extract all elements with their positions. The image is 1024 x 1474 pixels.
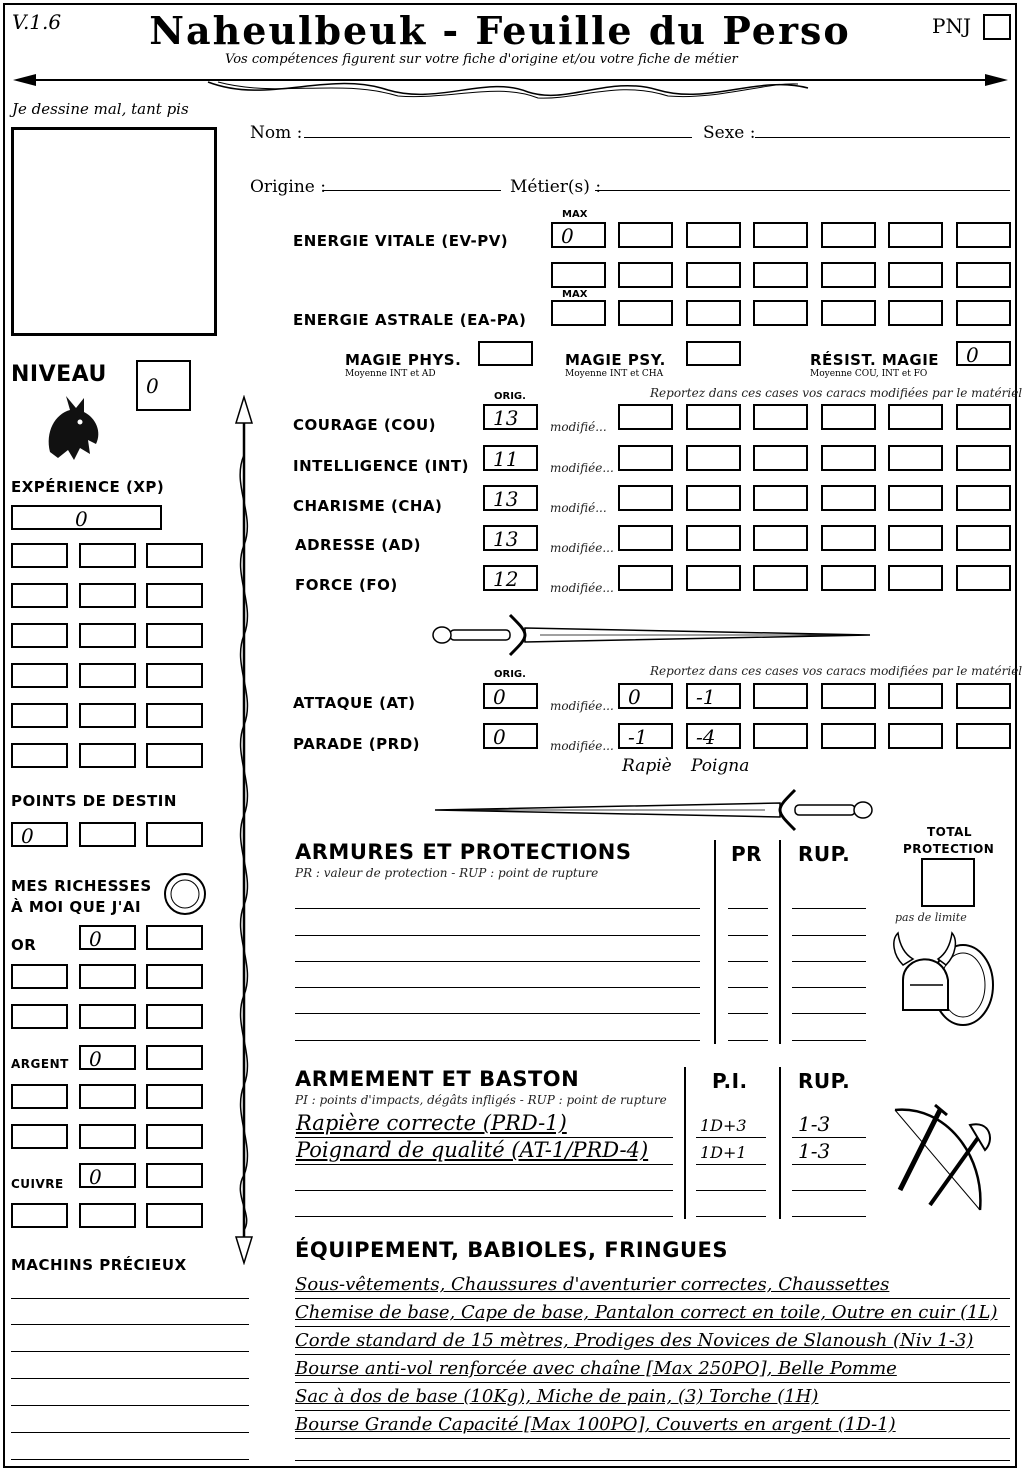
adresse-box[interactable] [956, 525, 1011, 551]
courage-label: COURAGE (COU) [293, 416, 437, 434]
nom-label: Nom : [250, 123, 303, 143]
force-box[interactable] [753, 565, 808, 591]
xp-box[interactable] [146, 743, 203, 768]
attaque-box[interactable]: -1 [686, 683, 741, 709]
weapon-pi-line[interactable] [696, 1216, 766, 1217]
xp-box[interactable] [79, 543, 136, 568]
ea-box[interactable] [956, 300, 1011, 326]
weapon-pi[interactable]: 1D+3 [700, 1116, 747, 1135]
destin-box[interactable]: 0 [11, 822, 68, 847]
ev-box[interactable] [821, 262, 876, 288]
courage-modif-label: modifié... [550, 420, 607, 434]
ev-box[interactable] [888, 222, 943, 248]
equipment-line[interactable]: Bourse Grande Capacité [Max 100PO], Couverts en argent (1D-1) [295, 1414, 896, 1435]
weapon-pi[interactable]: 1D+1 [700, 1143, 747, 1162]
parade-box[interactable] [956, 723, 1011, 749]
courage-box[interactable] [618, 404, 673, 430]
weapon-caption: Rapiè [622, 756, 672, 776]
parade-box[interactable] [888, 723, 943, 749]
equipment-line[interactable]: Corde standard de 15 mètres, Prodiges des Novices de Slanoush (Niv 1-3) [295, 1330, 974, 1351]
armement-divider [684, 1067, 686, 1219]
ev-max-box[interactable]: 0 [551, 222, 606, 248]
combat-orig-label: ORIG. [494, 669, 526, 680]
equipment-rule[interactable] [295, 1460, 1010, 1461]
ev-box[interactable] [753, 222, 808, 248]
armures-title: ARMURES ET PROTECTIONS [295, 840, 632, 864]
attaque-box[interactable] [956, 683, 1011, 709]
xp-box[interactable] [79, 623, 136, 648]
ev-box[interactable] [551, 262, 606, 288]
weapon-pi-line[interactable] [696, 1190, 766, 1191]
armement-title: ARMEMENT ET BASTON [295, 1067, 580, 1091]
armure-rup-line[interactable] [792, 908, 866, 909]
dragon-icon [40, 392, 106, 464]
resist-magie-label: RÉSIST. MAGIE [810, 351, 940, 369]
or-box[interactable] [146, 1004, 203, 1029]
equipment-rule [295, 1354, 1010, 1355]
magie-psy-box[interactable] [686, 341, 741, 366]
attaque-modif-label: modifiée... [550, 699, 614, 713]
richesses-label-1: MES RICHESSES [11, 877, 152, 895]
carac-report-note: Reportez dans ces cases vos caracs modifiées par le matériel [650, 386, 1023, 400]
adresse-modif-label: modifiée... [550, 541, 614, 555]
ea-box[interactable] [618, 300, 673, 326]
force-box[interactable] [618, 565, 673, 591]
destin-box[interactable] [146, 822, 203, 847]
ev-box[interactable] [956, 222, 1011, 248]
or-box[interactable] [79, 1004, 136, 1029]
total-protection-label-1: TOTAL [927, 825, 973, 839]
intelligence-box[interactable] [686, 445, 741, 471]
metier-label: Métier(s) : [510, 177, 602, 197]
armement-note: PI : points d'impacts, dégâts infligés - RUP : point de rupture [295, 1093, 667, 1107]
parade-modif-label: modifiée... [550, 739, 614, 753]
xp-box[interactable] [11, 743, 68, 768]
equipment-line[interactable]: Bourse anti-vol renforcée avec chaîne [Max 250PO], Belle Pomme [295, 1358, 897, 1379]
nom-field[interactable] [304, 137, 692, 138]
force-modif-label: modifiée... [550, 581, 614, 595]
total-protection-box[interactable] [921, 858, 975, 907]
weapon-rup[interactable]: 1-3 [798, 1112, 831, 1136]
weapon-caption: Poigna [691, 756, 750, 776]
armure-pr-line[interactable] [728, 908, 768, 909]
intelligence-box[interactable] [888, 445, 943, 471]
spear-icon [226, 395, 262, 1265]
charisme-box[interactable] [888, 485, 943, 511]
or-label: OR [11, 936, 37, 954]
force-box[interactable] [888, 565, 943, 591]
armement-rup-label: RUP. [798, 1069, 851, 1093]
precieux-line[interactable] [11, 1378, 249, 1379]
precieux-line[interactable] [11, 1459, 249, 1460]
ea-max-label: MAX [562, 289, 588, 300]
precieux-line[interactable] [11, 1324, 249, 1325]
weapon-rup-line [792, 1137, 866, 1138]
charisme-box[interactable] [686, 485, 741, 511]
adresse-box[interactable] [686, 525, 741, 551]
magie-psy-note: Moyenne INT et CHA [565, 369, 664, 379]
armure-line[interactable] [295, 987, 700, 988]
courage-box[interactable] [753, 404, 808, 430]
ev-box[interactable] [618, 262, 673, 288]
parade-box[interactable] [821, 723, 876, 749]
machins-precieux-label: MACHINS PRÉCIEUX [11, 1256, 187, 1274]
armures-pr-label: PR [731, 842, 763, 866]
adresse-box[interactable] [821, 525, 876, 551]
pnj-checkbox[interactable] [983, 14, 1011, 40]
precieux-line[interactable] [11, 1351, 249, 1352]
intelligence-box[interactable] [753, 445, 808, 471]
parade-orig-box[interactable]: 0 [483, 723, 538, 749]
ev-box[interactable] [821, 222, 876, 248]
armement-pi-label: P.I. [712, 1069, 748, 1093]
armure-line[interactable] [295, 1040, 700, 1041]
intelligence-box[interactable] [618, 445, 673, 471]
ea-box[interactable] [686, 300, 741, 326]
cuivre-box[interactable] [11, 1203, 68, 1228]
intelligence-label: INTELLIGENCE (INT) [293, 457, 469, 475]
xp-box[interactable] [79, 743, 136, 768]
origine-field[interactable] [323, 190, 501, 191]
ev-max-label: MAX [562, 209, 588, 220]
ev-label: ENERGIE VITALE (EV-PV) [293, 232, 509, 250]
force-orig-box[interactable]: 12 [483, 565, 538, 591]
armure-rup-line[interactable] [792, 961, 866, 962]
courage-box[interactable] [686, 404, 741, 430]
armure-rup-line[interactable] [792, 987, 866, 988]
charisme-box[interactable] [753, 485, 808, 511]
equipement-title: ÉQUIPEMENT, BABIOLES, FRINGUES [295, 1238, 728, 1262]
adresse-box[interactable] [753, 525, 808, 551]
limit-note: pas de limite [895, 911, 967, 924]
xp-box[interactable] [11, 583, 68, 608]
sword-icon [430, 785, 875, 835]
ev-box[interactable] [686, 262, 741, 288]
weapon-rup-line[interactable] [792, 1216, 866, 1217]
or-box[interactable] [146, 964, 203, 989]
cuivre-box[interactable] [146, 1163, 203, 1188]
weapon-line [295, 1164, 673, 1165]
attaque-box[interactable] [888, 683, 943, 709]
weapon-line[interactable] [295, 1190, 673, 1191]
experience-label: EXPÉRIENCE (XP) [11, 478, 165, 496]
ea-label: ENERGIE ASTRALE (EA-PA) [293, 311, 527, 329]
ev-box[interactable] [888, 262, 943, 288]
parade-box[interactable]: -4 [686, 723, 741, 749]
combat-report-note: Reportez dans ces cases vos caracs modifiées par le matériel [650, 664, 1023, 678]
courage-box[interactable] [888, 404, 943, 430]
armure-pr-line[interactable] [728, 935, 768, 936]
weapons-icon [885, 1095, 1005, 1220]
attaque-orig-box[interactable]: 0 [483, 683, 538, 709]
attaque-label: ATTAQUE (AT) [293, 694, 416, 712]
charisme-label: CHARISME (CHA) [293, 497, 443, 515]
argent-box[interactable]: 0 [79, 1045, 136, 1070]
precieux-line[interactable] [11, 1298, 249, 1299]
precieux-line[interactable] [11, 1405, 249, 1406]
armures-divider [779, 840, 781, 1044]
armure-pr-line[interactable] [728, 987, 768, 988]
ea-box[interactable] [888, 300, 943, 326]
equipment-rule [295, 1298, 1010, 1299]
precieux-line[interactable] [11, 1432, 249, 1433]
richesses-label-2: À MOI QUE J'AI [11, 898, 142, 916]
sheet-title: Naheulbeuk - Feuille du Perso [149, 8, 851, 53]
armure-rup-line[interactable] [792, 935, 866, 936]
force-box[interactable] [686, 565, 741, 591]
parade-box[interactable] [753, 723, 808, 749]
attaque-box[interactable] [753, 683, 808, 709]
armure-pr-line[interactable] [728, 961, 768, 962]
force-box[interactable] [956, 565, 1011, 591]
armures-rup-label: RUP. [798, 842, 851, 866]
xp-box[interactable] [146, 583, 203, 608]
magie-phys-box[interactable] [478, 341, 533, 366]
equipment-rule [295, 1438, 1010, 1439]
metier-field[interactable] [595, 190, 1010, 191]
charisme-orig-box[interactable]: 13 [483, 485, 538, 511]
ev-box[interactable] [753, 262, 808, 288]
niveau-box[interactable]: 0 [136, 360, 191, 411]
weapon-name[interactable]: Rapière correcte (PRD-1) [296, 1111, 567, 1135]
experience-box[interactable]: 0 [11, 505, 162, 530]
argent-box[interactable] [79, 1124, 136, 1149]
armure-pr-line[interactable] [728, 1040, 768, 1041]
or-box[interactable]: 0 [79, 925, 136, 950]
or-box[interactable] [11, 1004, 68, 1029]
adresse-box[interactable] [888, 525, 943, 551]
argent-box[interactable] [11, 1084, 68, 1109]
niveau-label: NIVEAU [11, 362, 107, 387]
adresse-box[interactable] [618, 525, 673, 551]
armures-divider [714, 840, 716, 1044]
total-protection-label-2: PROTECTION [903, 842, 995, 856]
sheet-subtitle: Vos compétences figurent sur votre fiche d'origine et/ou votre fiche de métier [225, 52, 738, 67]
weapon-line[interactable] [295, 1216, 673, 1217]
argent-box[interactable] [11, 1124, 68, 1149]
cuivre-box[interactable] [146, 1203, 203, 1228]
resist-magie-note: Moyenne COU, INT et FO [810, 369, 928, 379]
ev-box[interactable] [618, 222, 673, 248]
armure-line[interactable] [295, 935, 700, 936]
or-box[interactable] [11, 964, 68, 989]
courage-orig-box[interactable]: 13 [483, 404, 538, 430]
xp-box[interactable] [79, 703, 136, 728]
intelligence-box[interactable] [821, 445, 876, 471]
intelligence-modif-label: modifiée... [550, 461, 614, 475]
armure-rup-line[interactable] [792, 1040, 866, 1041]
sexe-field[interactable] [755, 137, 1010, 138]
parade-label: PARADE (PRD) [293, 735, 421, 753]
resist-magie-box[interactable]: 0 [956, 341, 1011, 366]
xp-box[interactable] [11, 543, 68, 568]
equipment-line[interactable]: Chemise de base, Cape de base, Pantalon correct en toile, Outre en cuir (1L) [295, 1302, 998, 1323]
armement-divider [779, 1067, 781, 1219]
courage-box[interactable] [956, 404, 1011, 430]
origine-label: Origine : [250, 177, 326, 197]
weapon-pi-line [696, 1137, 766, 1138]
adresse-orig-box[interactable]: 13 [483, 525, 538, 551]
charisme-box[interactable] [618, 485, 673, 511]
charisme-box[interactable] [821, 485, 876, 511]
xp-box[interactable] [79, 583, 136, 608]
argent-box[interactable] [146, 1045, 203, 1070]
cuivre-box[interactable] [79, 1203, 136, 1228]
destin-label: POINTS DE DESTIN [11, 792, 177, 810]
portrait-caption: Je dessine mal, tant pis [12, 100, 189, 118]
helmet-shield-icon [888, 925, 1000, 1035]
armures-note: PR : valeur de protection - RUP : point de rupture [295, 866, 599, 880]
xp-box[interactable] [79, 663, 136, 688]
armure-pr-line[interactable] [728, 1013, 768, 1014]
xp-box[interactable] [146, 543, 203, 568]
xp-box[interactable] [146, 663, 203, 688]
weapon-rup-line[interactable] [792, 1190, 866, 1191]
equipment-line[interactable]: Sac à dos de base (10Kg), Miche de pain, (3) Torche (1H) [295, 1386, 819, 1407]
intelligence-box[interactable] [956, 445, 1011, 471]
weapon-rup-line [792, 1164, 866, 1165]
adresse-label: ADRESSE (AD) [295, 536, 422, 554]
sexe-label: Sexe : [703, 123, 756, 143]
or-box[interactable] [79, 964, 136, 989]
magie-psy-label: MAGIE PSY. [565, 351, 666, 369]
armure-line[interactable] [295, 1013, 700, 1014]
ev-box[interactable] [956, 262, 1011, 288]
sword-icon [430, 610, 875, 660]
version-label: V.1.6 [12, 10, 62, 34]
equipment-rule [295, 1410, 1010, 1411]
equipment-line[interactable]: Sous-vêtements, Chaussures d'aventurier correctes, Chaussettes [295, 1274, 890, 1295]
or-box[interactable] [146, 925, 203, 950]
equipment-rule [295, 1382, 1010, 1383]
coin-icon [163, 872, 207, 916]
attaque-box[interactable]: 0 [618, 683, 673, 709]
cuivre-label: CUIVRE [11, 1177, 64, 1191]
attaque-box[interactable] [821, 683, 876, 709]
magie-phys-note: Moyenne INT et AD [345, 369, 436, 379]
ea-box[interactable] [753, 300, 808, 326]
ea-box[interactable] [821, 300, 876, 326]
ea-max-box[interactable] [551, 300, 606, 326]
weapon-rup[interactable]: 1-3 [798, 1139, 831, 1163]
weapon-name[interactable]: Poignard de qualité (AT-1/PRD-4) [296, 1138, 649, 1162]
xp-box[interactable] [146, 703, 203, 728]
intelligence-orig-box[interactable]: 11 [483, 445, 538, 471]
courage-box[interactable] [821, 404, 876, 430]
orig-label: ORIG. [494, 391, 526, 402]
ev-box[interactable] [686, 222, 741, 248]
force-box[interactable] [821, 565, 876, 591]
argent-label: ARGENT [11, 1057, 69, 1071]
armure-line[interactable] [295, 908, 700, 909]
equipment-rule [295, 1326, 1010, 1327]
xp-box[interactable] [11, 623, 68, 648]
xp-box[interactable] [11, 663, 68, 688]
charisme-modif-label: modifié... [550, 501, 607, 515]
destin-box[interactable] [79, 822, 136, 847]
weapon-pi-line [696, 1164, 766, 1165]
argent-box[interactable] [146, 1124, 203, 1149]
parade-box[interactable]: -1 [618, 723, 673, 749]
armure-rup-line[interactable] [792, 1013, 866, 1014]
cuivre-box[interactable]: 0 [79, 1163, 136, 1188]
portrait-box[interactable] [11, 127, 217, 336]
pnj-label: PNJ [932, 14, 971, 38]
argent-box[interactable] [79, 1084, 136, 1109]
argent-box[interactable] [146, 1084, 203, 1109]
xp-box[interactable] [11, 703, 68, 728]
xp-box[interactable] [146, 623, 203, 648]
armure-line[interactable] [295, 961, 700, 962]
magie-phys-label: MAGIE PHYS. [345, 351, 462, 369]
charisme-box[interactable] [956, 485, 1011, 511]
force-label: FORCE (FO) [295, 576, 398, 594]
